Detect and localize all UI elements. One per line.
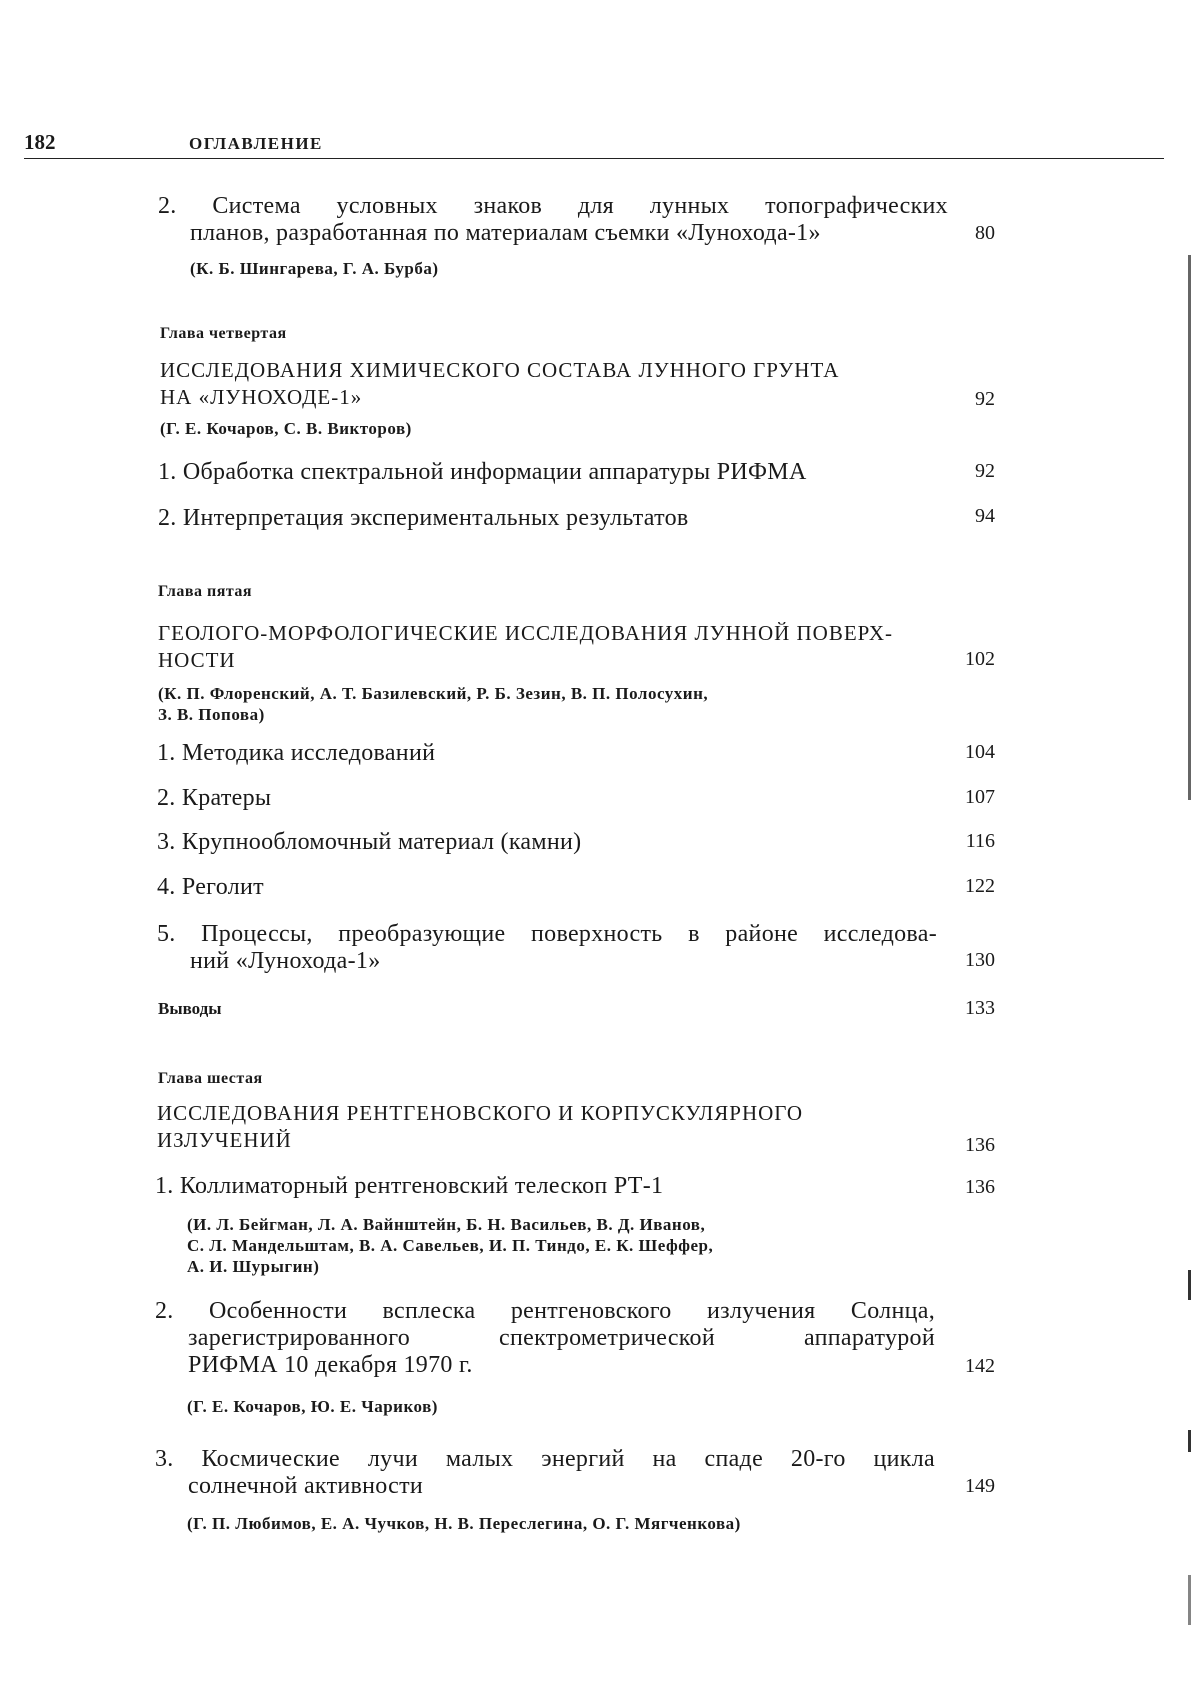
conclusions-label: Выводы (158, 999, 222, 1018)
page-ref: 92 (975, 460, 995, 482)
page-ref: 136 (965, 1176, 995, 1198)
authors: А. И. Шурыгин) (187, 1257, 320, 1276)
authors: (Г. Е. Кочаров, Ю. Е. Чариков) (187, 1397, 438, 1416)
page-ref: 92 (975, 388, 995, 410)
page-ref: 94 (975, 505, 995, 527)
toc-item: 1. Методика исследований (157, 740, 436, 766)
chapter-title: НА «ЛУНОХОДЕ-1» (160, 385, 363, 409)
running-head: ОГЛАВЛЕНИЕ (189, 134, 323, 153)
authors: (И. Л. Бейгман, Л. А. Вайнштейн, Б. Н. Васильев, В. Д. Иванов, (187, 1215, 706, 1234)
toc-item: 2. Особенности всплеска рентгеновского излучения Солнца, (155, 1298, 935, 1324)
page-number: 182 (24, 130, 56, 154)
toc-item: РИФМА 10 декабря 1970 г. (188, 1352, 473, 1378)
toc-item: 2. Интерпретация экспериментальных результатов (158, 505, 689, 531)
chapter-label: Глава четвертая (160, 325, 287, 342)
chapter-title: ГЕОЛОГО-МОРФОЛОГИЧЕСКИЕ ИССЛЕДОВАНИЯ ЛУННОЙ ПОВЕРХ- (158, 621, 894, 645)
toc-item: 5. Процессы, преобразующие поверхность в районе исследова- (157, 921, 937, 947)
authors: С. Л. Мандельштам, В. А. Савельев, И. П. Тиндо, Е. К. Шеффер, (187, 1236, 714, 1255)
page-ref: 149 (965, 1475, 995, 1497)
toc-item: 2. Кратеры (157, 785, 272, 811)
chapter-label: Глава пятая (158, 583, 253, 600)
page-ref: 122 (965, 875, 995, 897)
chapter-title: НОСТИ (158, 648, 236, 672)
toc-item: 3. Крупнообломочный материал (камни) (157, 829, 582, 855)
toc-entry-line: 2. Система условных знаков для лунных топографических (158, 193, 948, 219)
authors: З. В. Попова) (158, 705, 265, 724)
toc-item: зарегистрированного спектрометрической аппаратурой (188, 1325, 935, 1351)
toc-entry-line: планов, разработанная по материалам съемки «Лунохода-1» (190, 220, 821, 246)
page-ref: 130 (965, 949, 995, 971)
authors: (Г. Е. Кочаров, С. В. Викторов) (160, 419, 412, 438)
page-ref: 136 (965, 1134, 995, 1156)
page-ref: 107 (965, 786, 995, 808)
page-ref: 142 (965, 1355, 995, 1377)
scan-margin-artifact (1188, 1575, 1191, 1625)
authors: (К. П. Флоренский, А. Т. Базилевский, Р. Б. Зезин, В. П. Полосухин, (158, 684, 709, 703)
scan-margin-artifact (1188, 1430, 1191, 1452)
authors: (Г. П. Любимов, Е. А. Чучков, Н. В. Переслегина, О. Г. Мягченкова) (187, 1514, 741, 1533)
chapter-label: Глава шестая (158, 1070, 263, 1087)
authors: (К. Б. Шингарева, Г. А. Бурба) (190, 259, 439, 278)
chapter-title: ИССЛЕДОВАНИЯ РЕНТГЕНОВСКОГО И КОРПУСКУЛЯРНОГО (157, 1101, 804, 1125)
page-ref: 80 (975, 222, 995, 244)
toc-item: 4. Реголит (157, 874, 264, 900)
toc-item: солнечной активности (188, 1473, 424, 1499)
scan-margin-artifact (1188, 255, 1191, 800)
page-ref: 104 (965, 741, 995, 763)
chapter-title: ИЗЛУЧЕНИЙ (157, 1128, 292, 1152)
page-ref: 133 (965, 997, 995, 1019)
toc-item: 1. Обработка спектральной информации аппаратуры РИФМА (158, 459, 807, 485)
toc-item: ний «Лунохода-1» (190, 948, 381, 974)
scan-margin-artifact (1188, 1270, 1191, 1300)
toc-item: 3. Космические лучи малых энергий на спаде 20-го цикла (155, 1446, 935, 1472)
page-header (24, 128, 1164, 159)
page-ref: 116 (965, 830, 995, 852)
page-ref: 102 (965, 648, 995, 670)
chapter-title: ИССЛЕДОВАНИЯ ХИМИЧЕСКОГО СОСТАВА ЛУННОГО ГРУНТА (160, 358, 840, 382)
toc-item: 1. Коллиматорный рентгеновский телескоп РТ-1 (155, 1173, 664, 1199)
